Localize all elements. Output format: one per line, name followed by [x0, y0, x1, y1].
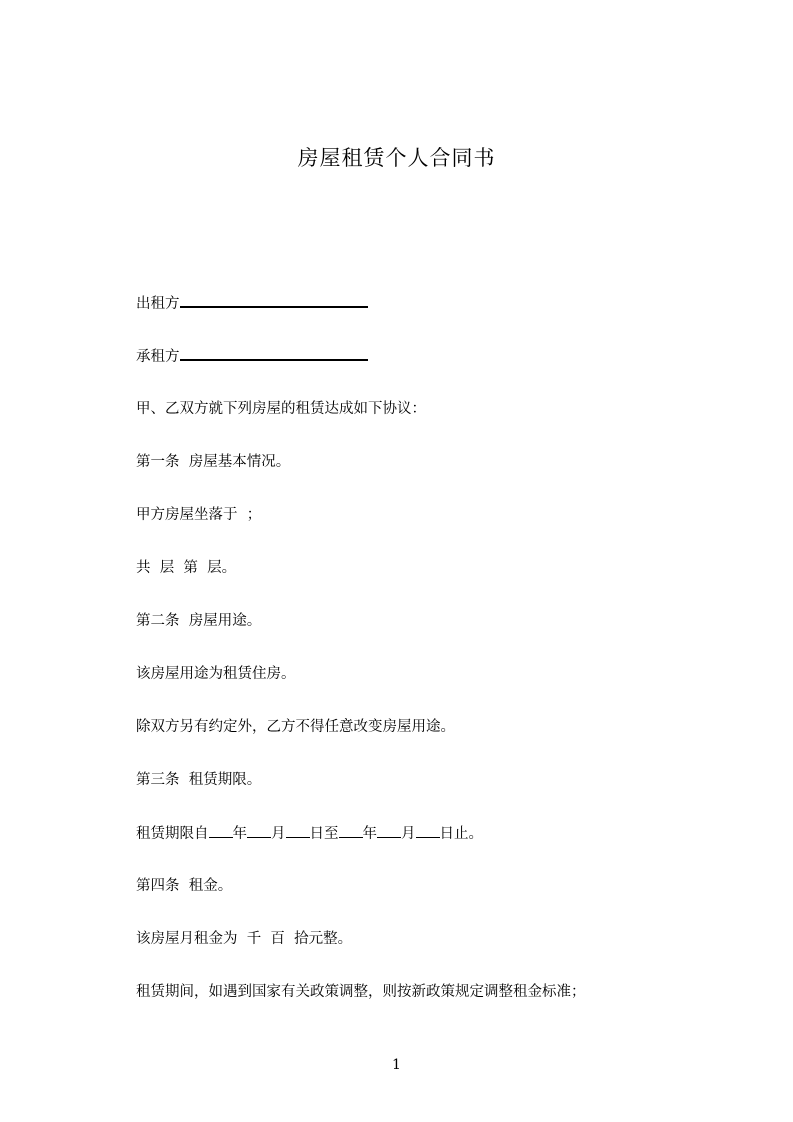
usage-paragraph: 该房屋用途为租赁住房。: [136, 666, 296, 682]
term-year2-blank: [339, 823, 363, 838]
term-month2-blank: [377, 823, 401, 838]
rent-adjustment-paragraph: 租赁期间，如遇到国家有关政策调整，则按新政策规定调整租金标准；: [136, 984, 586, 1000]
lessee-label: 承租方: [136, 349, 180, 365]
term-month1: 月: [271, 826, 286, 842]
lessor-label: 出租方: [136, 296, 180, 312]
lessor-blank: [180, 292, 368, 308]
term-day1: 日至: [309, 826, 339, 842]
usage-restriction-paragraph: 除双方另有约定外，乙方不得任意改变房屋用途。: [136, 719, 455, 735]
document-title: 房屋租赁个人合同书: [297, 146, 496, 170]
intro-paragraph: 甲、乙双方就下列房屋的租赁达成如下协议：: [136, 401, 426, 417]
term-year1: 年: [232, 826, 247, 842]
article4-heading: 第四条 租金。: [136, 878, 233, 894]
term-year1-blank: [209, 823, 233, 838]
term-day2-blank: [416, 823, 440, 838]
term-month1-blank: [247, 823, 271, 838]
term-month2: 月: [401, 826, 416, 842]
term-day2: 日止。: [439, 826, 483, 842]
page-number: 1: [392, 1057, 401, 1073]
floors-paragraph: 共 层 第 层。: [136, 560, 237, 576]
lessee-line: [136, 345, 368, 367]
lessor-line: [136, 292, 368, 314]
article2-heading: 第二条 房屋用途。: [136, 613, 262, 629]
term-paragraph: [136, 823, 483, 844]
term-year2: 年: [362, 826, 377, 842]
location-paragraph: 甲方房屋坐落于 ；: [136, 507, 262, 523]
article1-heading: 第一条 房屋基本情况。: [136, 454, 291, 470]
term-prefix: 租赁期限自: [136, 826, 209, 842]
article3-heading: 第三条 租赁期限。: [136, 772, 262, 788]
term-day1-blank: [286, 823, 310, 838]
rent-paragraph: 该房屋月租金为 千 百 拾元整。: [136, 931, 353, 947]
lessee-blank: [180, 345, 368, 361]
